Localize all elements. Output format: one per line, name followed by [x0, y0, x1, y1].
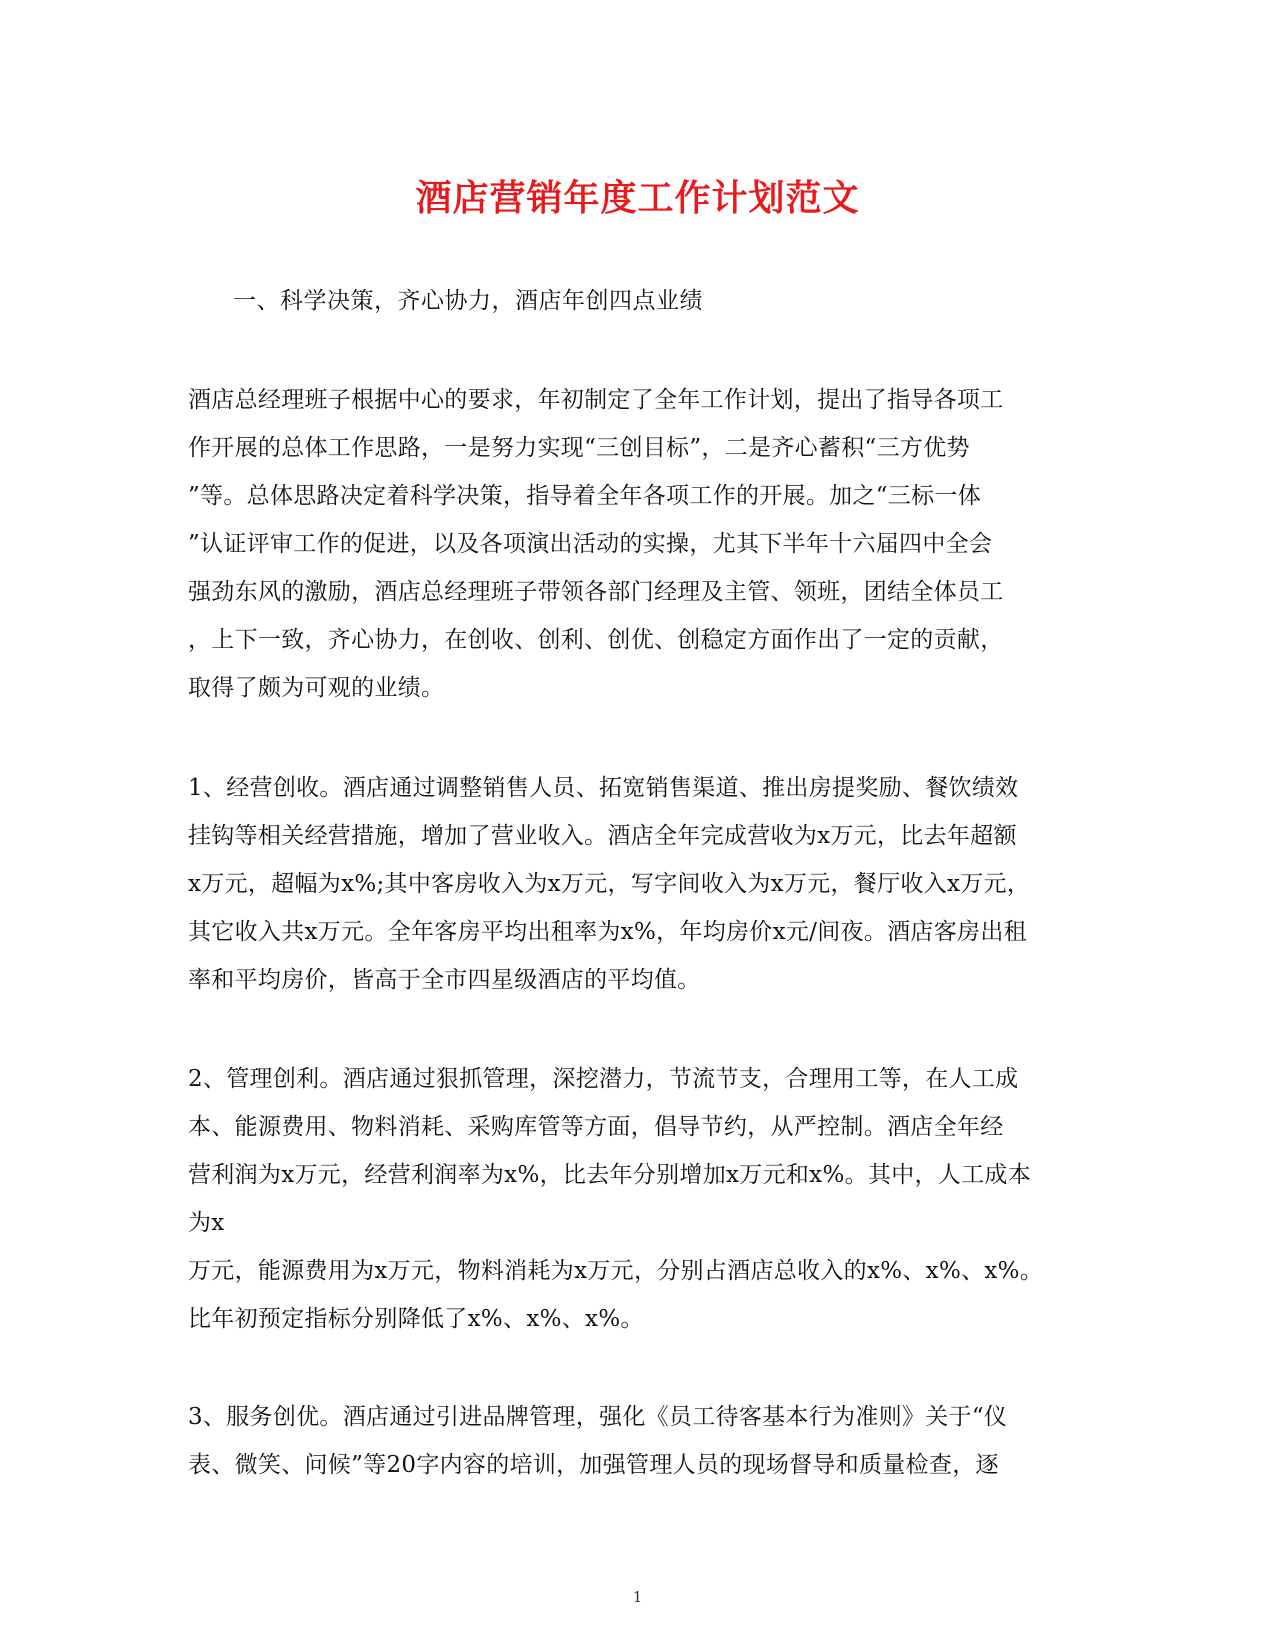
paragraph-profit	[188, 1055, 1088, 1343]
paragraph-line: 1、经营创收。酒店通过调整销售人员、拓宽销售渠道、推出房提奖励、餐饮绩效	[188, 775, 1019, 801]
paragraph-line: 酒店总经理班子根据中心的要求，年初制定了全年工作计划，提出了指导各项工	[188, 387, 1004, 413]
paragraph-line: 取得了颇为可观的业绩。	[188, 675, 445, 701]
paragraph-line: x万元，超幅为x%;其中客房收入为x万元，写字间收入为x万元，餐厅收入x万元，	[188, 871, 1031, 897]
paragraph-line: 挂钩等相关经营措施，增加了营业收入。酒店全年完成营收为x万元，比去年超额	[188, 823, 1017, 849]
paragraph-line: 2、管理创利。酒店通过狠抓管理，深挖潜力，节流节支，合理用工等，在人工成	[188, 1066, 1019, 1092]
paragraph-line: 率和平均房价，皆高于全市四星级酒店的平均值。	[188, 967, 701, 993]
paragraph-revenue	[188, 764, 1088, 1004]
paragraph-line: 强劲东风的激励，酒店总经理班子带领各部门经理及主管、领班，团结全体员工	[188, 579, 1004, 605]
paragraph-line: 比年初预定指标分别降低了x%、x%、x%。	[188, 1306, 644, 1332]
document-title: 酒店营销年度工作计划范文	[415, 177, 860, 219]
paragraph-service	[188, 1393, 1088, 1489]
paragraph-line: ，上下一致，齐心协力，在创收、创利、创优、创稳定方面作出了一定的贡献，	[188, 627, 1004, 653]
page-number: 1	[632, 1588, 643, 1606]
section-heading: 一、科学决策，齐心协力，酒店年创四点业绩	[233, 288, 703, 314]
paragraph-line: ”等。总体思路决定着科学决策，指导着全年各项工作的开展。加之“三标一体	[188, 483, 982, 509]
paragraph-line: 本、能源费用、物料消耗、采购库管等方面，倡导节约，从严控制。酒店全年经	[188, 1114, 1004, 1140]
paragraph-intro	[188, 376, 1088, 712]
paragraph-line: 营利润为x万元，经营利润率为x%，比去年分别增加x万元和x%。其中，人工成本	[188, 1162, 1031, 1188]
paragraph-line: 作开展的总体工作思路，一是努力实现“三创目标”，二是齐心蓄积“三方优势	[188, 435, 970, 461]
paragraph-line: 其它收入共x万元。全年客房平均出租率为x%，年均房价x元/间夜。酒店客房出租	[188, 919, 1027, 945]
paragraph-line: 3、服务创优。酒店通过引进品牌管理，强化《员工待客基本行为准则》关于“仪	[188, 1404, 1008, 1430]
paragraph-line: ”认证评审工作的促进，以及各项演出活动的实操，尤其下半年十六届四中全会	[188, 531, 993, 557]
paragraph-line: 为x	[188, 1210, 225, 1236]
paragraph-line: 表、微笑、问候”等20字内容的培训，加强管理人员的现场督导和质量检查，逐	[188, 1452, 999, 1478]
paragraph-line: 万元，能源费用为x万元，物料消耗为x万元，分别占酒店总收入的x%、x%、x%。	[188, 1258, 1044, 1284]
